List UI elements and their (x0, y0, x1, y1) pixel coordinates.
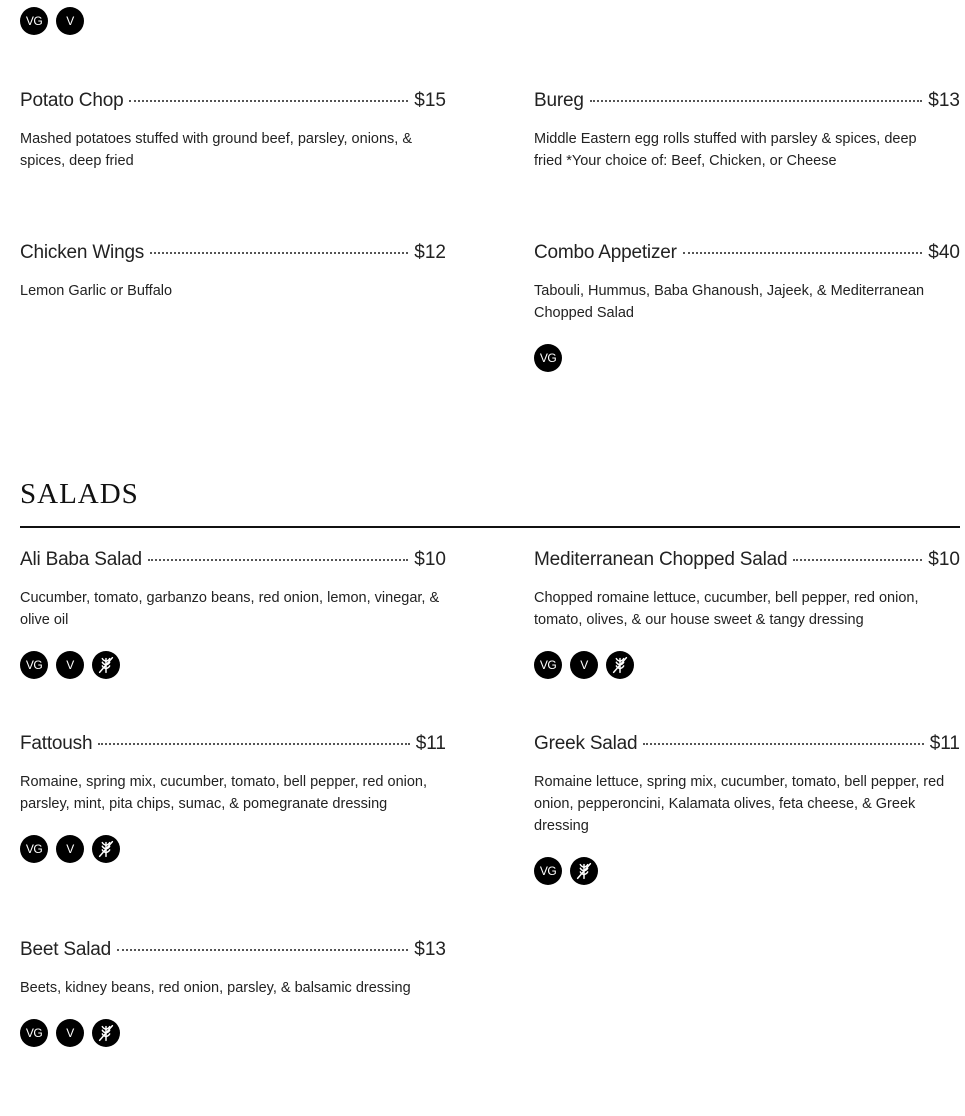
menu-item-header (20, 549, 446, 575)
item-price: $12 (414, 242, 446, 263)
dot-leader (148, 559, 408, 561)
vegetarian-icon: VG (20, 835, 48, 863)
item-description: Beets, kidney beans, red onion, parsley, & balsamic dressing (20, 980, 411, 996)
item-price: $13 (928, 90, 960, 111)
item-price: $11 (929, 733, 960, 754)
vegan-icon: V (56, 1019, 84, 1047)
vegan-icon: V (56, 7, 84, 35)
item-name: Beet Salad (20, 939, 111, 960)
menu-item-header (20, 733, 446, 759)
diet-badges (20, 651, 120, 679)
item-description: Cucumber, tomato, garbanzo beans, red onion, lemon, vinegar, & olive oil (20, 590, 440, 628)
vegan-icon: V (570, 651, 598, 679)
vegetarian-icon: VG (20, 7, 48, 35)
vegan-icon: V (56, 835, 84, 863)
vegetarian-icon: VG (534, 344, 562, 372)
item-name: Chicken Wings (20, 242, 145, 263)
vegetarian-icon: VG (20, 651, 48, 679)
diet-badges (534, 651, 634, 679)
dot-leader (683, 252, 923, 254)
vegetarian-icon: VG (534, 857, 562, 885)
item-price: $11 (415, 733, 446, 754)
item-description: Tabouli, Hummus, Baba Ghanoush, Jajeek, & Mediterranean Chopped Salad (534, 283, 925, 321)
item-price: $10 (414, 549, 446, 570)
item-description: Lemon Garlic or Buffalo (20, 283, 173, 299)
item-price: $13 (414, 939, 446, 960)
menu-item-header (20, 90, 446, 116)
item-name: Bureg (534, 90, 584, 111)
menu-item-header (534, 733, 960, 759)
section-divider (20, 526, 960, 528)
dot-leader (643, 743, 923, 745)
menu-item-header (534, 242, 960, 268)
vegetarian-icon: VG (20, 1019, 48, 1047)
item-name: Potato Chop (20, 90, 124, 111)
gluten-free-icon (92, 651, 120, 679)
menu-item-header (534, 549, 960, 575)
gluten-free-icon (92, 835, 120, 863)
diet-badges (20, 835, 120, 863)
diet-badges (534, 857, 598, 885)
item-price: $15 (414, 90, 446, 111)
diet-badges (20, 1019, 120, 1047)
dot-leader (117, 949, 408, 951)
dot-leader (150, 252, 408, 254)
item-name: Ali Baba Salad (20, 549, 142, 570)
diet-badges (534, 344, 562, 372)
menu-item-header (534, 90, 960, 116)
item-description: Mashed potatoes stuffed with ground beef, parsley, onions, & spices, deep fried (20, 131, 413, 169)
gluten-free-icon (92, 1019, 120, 1047)
gluten-free-icon (570, 857, 598, 885)
item-name: Mediterranean Chopped Salad (534, 549, 788, 570)
vegetarian-icon: VG (534, 651, 562, 679)
item-description: Romaine lettuce, spring mix, cucumber, tomato, bell pepper, red onion, pepperoncini, Kalamata olives, feta cheese, & Greek dressing (534, 774, 945, 834)
menu-item-header (20, 939, 446, 965)
item-name: Greek Salad (534, 733, 638, 754)
item-description: Middle Eastern egg rolls stuffed with parsley & spices, deep fried *Your choice of: Beef, Chicken, or Cheese (534, 131, 917, 169)
vegan-icon: V (56, 651, 84, 679)
gluten-free-icon (606, 651, 634, 679)
item-name: Combo Appetizer (534, 242, 677, 263)
item-name: Fattoush (20, 733, 93, 754)
item-price: $40 (928, 242, 960, 263)
dot-leader (98, 743, 409, 745)
item-price: $10 (928, 549, 960, 570)
item-description: Chopped romaine lettuce, cucumber, bell pepper, red onion, tomato, olives, & our house sweet & tangy dressing (534, 590, 919, 628)
item-description: Romaine, spring mix, cucumber, tomato, bell pepper, red onion, parsley, mint, pita chips, sumac, & pomegranate dressing (20, 774, 428, 812)
menu-item-header (20, 242, 446, 268)
section-title: SALADS (20, 478, 139, 510)
dot-leader (129, 100, 408, 102)
dot-leader (590, 100, 923, 102)
top-diet-badges (20, 7, 84, 35)
dot-leader (793, 559, 922, 561)
